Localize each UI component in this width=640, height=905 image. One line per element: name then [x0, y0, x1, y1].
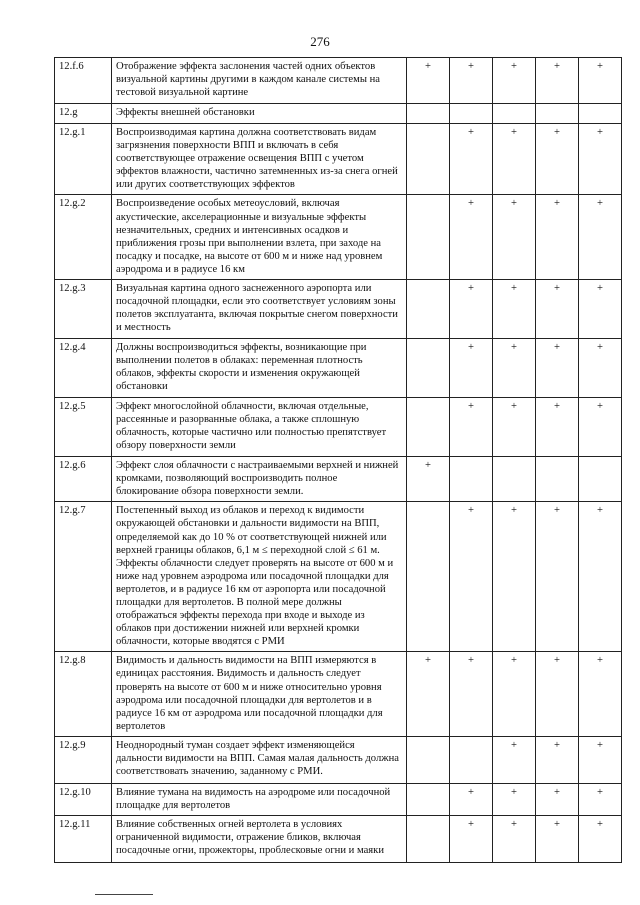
level-2-mark: +: [450, 339, 493, 398]
row-code: 12.g.2: [55, 195, 112, 280]
level-1-mark: [407, 816, 450, 863]
level-3-mark: +: [493, 58, 536, 104]
level-5-mark: +: [579, 195, 622, 280]
table-row: [55, 736, 622, 783]
row-description: Визуальная картина одного заснеженного аэропорта или посадочной площадки, если это соответствует условиям зоны полетов эксплуатанта, включая покрытые снегом поверхности и местность: [112, 280, 407, 339]
level-2-mark: +: [450, 783, 493, 815]
level-5-mark: +: [579, 339, 622, 398]
level-4-mark: +: [536, 816, 579, 863]
level-1-mark: [407, 195, 450, 280]
table-row: [55, 398, 622, 457]
row-description: Эффекты внешней обстановки: [112, 104, 407, 124]
page-number: 276: [310, 34, 330, 49]
table-row: [55, 652, 622, 737]
level-4-mark: +: [536, 195, 579, 280]
row-description: Отображение эффекта заслонения частей одних объектов визуальной картины другими в каждом канале системы на тестовой визуальной картине: [112, 58, 407, 104]
row-code: 12.g.11: [55, 816, 112, 863]
level-2-mark: [450, 104, 493, 124]
level-2-mark: +: [450, 816, 493, 863]
row-description: Воспроизводимая картина должна соответствовать видам загрязнения поверхности ВПП и включать в себя соответствующее отражение освещения ВПП с учетом эффектов влажности, частично затемненных из-за снега огней или других соответствующих эффектов: [112, 124, 407, 195]
level-5-mark: +: [579, 652, 622, 737]
level-2-mark: +: [450, 502, 493, 652]
level-1-mark: +: [407, 652, 450, 737]
row-code: 12.g.9: [55, 736, 112, 783]
table-row: [55, 104, 622, 124]
table-row: [55, 783, 622, 815]
level-5-mark: +: [579, 398, 622, 457]
level-4-mark: +: [536, 652, 579, 737]
row-description: Неоднородный туман создает эффект изменяющейся дальности видимости на ВПП. Самая малая дальность должна соответствовать значению, заданному с РМИ.: [112, 736, 407, 783]
level-5-mark: +: [579, 502, 622, 652]
level-1-mark: +: [407, 457, 450, 502]
level-4-mark: +: [536, 783, 579, 815]
level-5-mark: +: [579, 124, 622, 195]
level-4-mark: [536, 457, 579, 502]
level-3-mark: +: [493, 816, 536, 863]
table-row: [55, 816, 622, 863]
level-5-mark: +: [579, 783, 622, 815]
level-1-mark: [407, 398, 450, 457]
row-code: 12.g.6: [55, 457, 112, 502]
level-3-mark: +: [493, 195, 536, 280]
row-description: Постепенный выход из облаков и переход к видимости окружающей обстановки и дальности видимости на ВПП, определяемой как до 10 % от соответствующей нижней или верхней границы облаков, 6,1 м ≤ переходной слой ≤ 61 м. Эффекты облачности следует проверять на высоте от 600 м и ниже над уровнем аэродрома или посадочной площадки для вертолетов, и в радиусе 16 км от аэропорта или посадочной площадки для вертолетов. В полной мере должны отображаться эффекты перехода при входе и выходе из облаков при достижении нижней или верхней кромки облачности, которые вводятся с РМИ: [112, 502, 407, 652]
level-5-mark: +: [579, 280, 622, 339]
level-2-mark: [450, 457, 493, 502]
table-row: [55, 58, 622, 104]
level-2-mark: +: [450, 280, 493, 339]
level-4-mark: +: [536, 736, 579, 783]
level-3-mark: +: [493, 652, 536, 737]
table-row: [55, 502, 622, 652]
level-1-mark: [407, 502, 450, 652]
requirements-table-body: [55, 58, 622, 863]
level-1-mark: [407, 280, 450, 339]
level-2-mark: +: [450, 652, 493, 737]
level-4-mark: +: [536, 280, 579, 339]
row-code: 12.g: [55, 104, 112, 124]
row-description: Видимость и дальность видимости на ВПП измеряются в единицах расстояния. Видимость и дальность следует проверять на высоте от 600 м и ниже относительно уровня аэродрома или посадочной площадки для вертолетов и в радиусе 16 км от аэродрома или посадочной площадки для вертолетов: [112, 652, 407, 737]
level-4-mark: +: [536, 502, 579, 652]
level-1-mark: [407, 736, 450, 783]
level-2-mark: +: [450, 398, 493, 457]
row-description: Эффект многослойной облачности, включая отдельные, рассеянные и разорванные облака, а также сплошную облачность, которые частично или полностью препятствует обзору поверхности земли: [112, 398, 407, 457]
table-row: [55, 339, 622, 398]
level-1-mark: [407, 104, 450, 124]
row-code: 12.g.3: [55, 280, 112, 339]
row-code: 12.g.10: [55, 783, 112, 815]
row-description: Влияние тумана на видимость на аэродроме или посадочной площадке для вертолетов: [112, 783, 407, 815]
requirements-table: [54, 57, 622, 863]
row-description: Воспроизведение особых метеоусловий, включая акустические, акселерационные и визуальные эффекты незначительных, средних и интенсивных осадков и приближения грозы при выполнении взлета, при заходе на посадку и посадке, на высоте от 600 м и ниже над уровнем аэродрома и в радиусе 16 км: [112, 195, 407, 280]
level-1-mark: [407, 783, 450, 815]
level-3-mark: [493, 104, 536, 124]
level-3-mark: +: [493, 398, 536, 457]
level-1-mark: +: [407, 58, 450, 104]
level-5-mark: +: [579, 58, 622, 104]
level-2-mark: [450, 736, 493, 783]
footer-divider: [95, 894, 153, 895]
table-row: [55, 457, 622, 502]
row-code: 12.g.4: [55, 339, 112, 398]
row-code: 12.g.7: [55, 502, 112, 652]
level-4-mark: +: [536, 339, 579, 398]
row-description: Должны воспроизводиться эффекты, возникающие при выполнении полетов в облаках: переменная плотность облаков, эффекты скорости и изменения окружающей обстановки: [112, 339, 407, 398]
row-description: Эффект слоя облачности с настраиваемыми верхней и нижней кромками, позволяющий воспроизводить полное блокирование обзора поверхности земли.: [112, 457, 407, 502]
table-row: [55, 280, 622, 339]
level-5-mark: [579, 104, 622, 124]
level-4-mark: +: [536, 58, 579, 104]
level-4-mark: [536, 104, 579, 124]
level-2-mark: +: [450, 124, 493, 195]
level-5-mark: +: [579, 816, 622, 863]
level-3-mark: +: [493, 124, 536, 195]
row-code: 12.g.1: [55, 124, 112, 195]
row-code: 12.g.5: [55, 398, 112, 457]
level-3-mark: +: [493, 339, 536, 398]
level-3-mark: +: [493, 783, 536, 815]
level-3-mark: +: [493, 502, 536, 652]
level-4-mark: +: [536, 124, 579, 195]
level-3-mark: +: [493, 280, 536, 339]
level-3-mark: +: [493, 736, 536, 783]
level-2-mark: +: [450, 58, 493, 104]
level-5-mark: [579, 457, 622, 502]
table-row: [55, 195, 622, 280]
level-1-mark: [407, 339, 450, 398]
level-4-mark: +: [536, 398, 579, 457]
level-1-mark: [407, 124, 450, 195]
level-5-mark: +: [579, 736, 622, 783]
row-code: 12.f.6: [55, 58, 112, 104]
row-description: Влияние собственных огней вертолета в условиях ограниченной видимости, отражение бликов, включая посадочные огни, прожекторы, проблесковые огни и маяки: [112, 816, 407, 863]
table-row: [55, 124, 622, 195]
row-code: 12.g.8: [55, 652, 112, 737]
level-3-mark: [493, 457, 536, 502]
level-2-mark: +: [450, 195, 493, 280]
